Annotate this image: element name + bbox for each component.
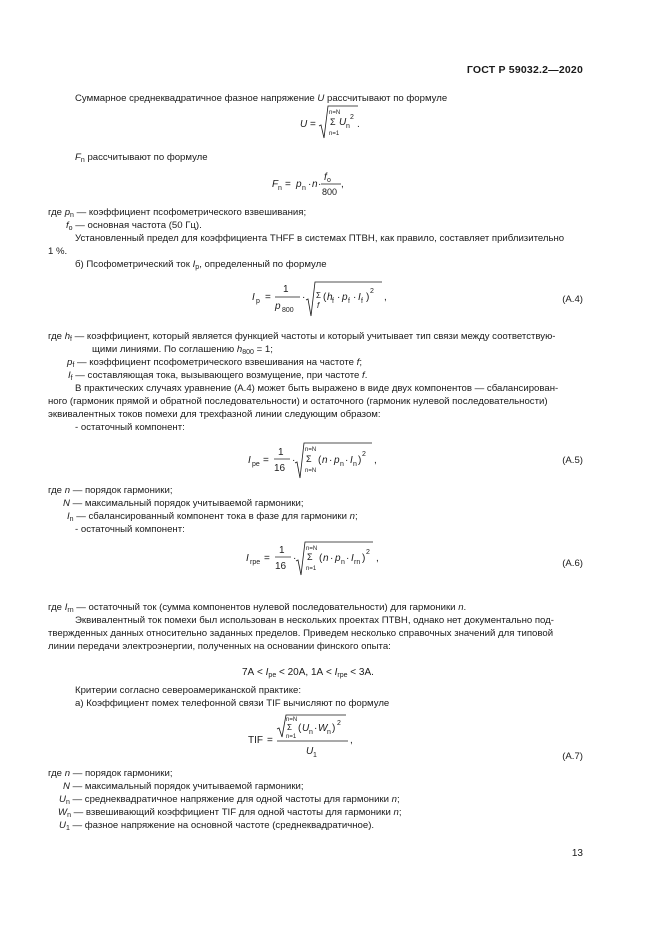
- svg-text:1: 1: [278, 447, 284, 458]
- svg-text:): ): [366, 292, 370, 303]
- svg-text:2: 2: [362, 451, 366, 458]
- definition-in: $I_n$ — сбалансированный компонент тока в фазе для гармоники n;: [67, 511, 358, 523]
- equation-fn: [272, 168, 348, 200]
- svg-text:f: f: [317, 301, 320, 310]
- svg-text:pe: pe: [252, 461, 260, 468]
- svg-text:TIF: TIF: [248, 735, 263, 746]
- paragraph-thff-line2: 1 %.: [48, 246, 68, 257]
- equation-a4: [252, 276, 392, 320]
- paragraph-voltage: Суммарное среднеквадратичное фазное напряжение U рассчитывают по формуле: [75, 93, 448, 104]
- svg-text:Σ: Σ: [306, 454, 312, 464]
- svg-text:n: n: [353, 461, 357, 468]
- list-item-residual-1: - остаточный компонент:: [75, 422, 185, 433]
- svg-text:p: p: [296, 179, 302, 190]
- svg-text:n: n: [312, 179, 318, 190]
- equation-number-a7: (А.7): [562, 751, 583, 762]
- svg-text:2: 2: [350, 114, 354, 121]
- svg-text:=: =: [265, 292, 271, 303]
- svg-text:Σ: Σ: [287, 723, 292, 732]
- svg-text:2: 2: [337, 720, 341, 727]
- paragraph-equivalent-line2: твержденных данных относительно заданных пределов. Приведем несколько справочных значений для типовой: [48, 628, 554, 639]
- svg-text:n: n: [346, 123, 350, 130]
- svg-text:F: F: [272, 179, 279, 190]
- paragraph-practical-line3: эквивалентных токов помехи для трехфазной линии следующим образом:: [48, 409, 381, 420]
- svg-text:U: U: [302, 723, 310, 734]
- definition-N: N — максимальный порядок учитываемой гармоники;: [63, 498, 304, 509]
- item-a: а) Коэффициент помех телефонной связи TIF вычисляют по формуле: [75, 698, 390, 709]
- svg-text:I: I: [252, 292, 255, 303]
- paragraph-practical-line2: ного (гармоник прямой и обратной последовательности) и остаточного (гармоник нулевой последовательности): [48, 396, 548, 407]
- svg-text:n: n: [302, 185, 306, 192]
- svg-text:f: f: [324, 172, 327, 183]
- svg-text:1: 1: [279, 545, 285, 556]
- svg-text:p: p: [256, 298, 260, 305]
- svg-text:n: n: [327, 729, 331, 736]
- definition-N-2: N — максимальный порядок учитываемой гармоники;: [63, 781, 304, 792]
- paragraph-practical-line1: В практических случаях уравнение (А.4) может быть выражено в виде двух компонентов — сбалансирован-: [75, 383, 559, 394]
- svg-text:·: ·: [329, 455, 333, 466]
- definition-wn: $W_n$ — взвешивающий коэффициент TIF для одной частоты для гармоники n;: [58, 807, 402, 819]
- definition-pn: где $p_n$ — коэффициент псофометрического взвешивания;: [48, 207, 307, 219]
- svg-text:·: ·: [292, 455, 296, 466]
- svg-text:n: n: [340, 461, 344, 468]
- definition-pf: $p_f$ — коэффициент псофометрического взвешивания на частоте f;: [67, 357, 362, 369]
- item-b: б) Псофометрический ток $I_p$, определенный по формуле: [75, 259, 327, 271]
- paragraph-thff-line1: Установленный предел для коэффициента THFF в системах ПТВН, как правило, составляет приблизительно: [75, 233, 565, 244]
- equation-number-a5: (А.5): [562, 455, 583, 466]
- svg-text:=: =: [267, 735, 273, 746]
- svg-text:n: n: [278, 185, 282, 192]
- svg-text:,: ,: [376, 553, 379, 564]
- definition-hf-cont: щими линиями. По соглашению $h_{800} = 1$;: [92, 344, 273, 356]
- svg-text:,: ,: [374, 455, 377, 466]
- svg-text:f: f: [348, 298, 350, 305]
- svg-text:(: (: [319, 553, 323, 564]
- svg-text:p: p: [334, 455, 340, 466]
- svg-text:16: 16: [275, 561, 287, 572]
- svg-text:rpe: rpe: [250, 559, 261, 566]
- definition-irn: где $I_{rn}$ — остаточный ток (сумма компонентов нулевой последовательности) для гармоники n.: [48, 602, 467, 614]
- svg-text:2: 2: [366, 549, 370, 556]
- equation-a5: [248, 440, 380, 482]
- svg-text:·: ·: [318, 179, 322, 190]
- svg-text:n: n: [322, 455, 328, 466]
- limits-inequality: $7А < I_{pe} < 20А$, $1А < I_{rpe} < 3А$.: [242, 667, 374, 679]
- definition-n-2: где n — порядок гармоники;: [48, 768, 173, 779]
- svg-text:): ): [358, 455, 362, 466]
- svg-text:1: 1: [283, 284, 289, 295]
- page-number: 13: [571, 848, 583, 859]
- svg-text:·: ·: [353, 292, 357, 303]
- svg-text:I: I: [358, 292, 361, 303]
- svg-text:U: U: [339, 117, 347, 128]
- svg-text:n=N: n=N: [305, 447, 317, 453]
- equation-a6: [246, 540, 382, 580]
- svg-text:rn: rn: [354, 559, 361, 566]
- svg-text:U: U: [300, 119, 308, 130]
- svg-text:,: ,: [350, 735, 353, 746]
- definition-fo: $f_o$ — основная частота (50 Гц).: [66, 220, 202, 232]
- svg-text:p: p: [275, 301, 281, 312]
- svg-text:=: =: [263, 455, 269, 466]
- svg-text:): ): [362, 553, 366, 564]
- definition-u1: $U_1$ — фазное напряжение на основной частоте (среднеквадратичное).: [59, 820, 375, 832]
- definition-n: где n — порядок гармоники;: [48, 485, 173, 496]
- svg-text:n=1: n=1: [306, 566, 317, 572]
- svg-text:f: f: [332, 298, 334, 305]
- svg-text:n=1: n=1: [286, 734, 297, 740]
- definition-un: $U_n$ — среднеквадратичное напряжение для одной частоты для гармоники n;: [59, 794, 400, 806]
- svg-text:·: ·: [337, 292, 341, 303]
- svg-text:I: I: [351, 553, 354, 564]
- paragraph-f: $F_n$ рассчитывают по формуле: [75, 152, 208, 164]
- svg-text:n=N: n=N: [329, 110, 341, 116]
- svg-text:·: ·: [302, 292, 306, 303]
- svg-text:(: (: [323, 292, 327, 303]
- paragraph-equivalent-line3: линии передачи электроэнергии, полученных на основании финского опыта:: [48, 641, 391, 652]
- svg-text:f: f: [361, 298, 363, 305]
- paragraph-criteria: Критерии согласно североамериканской практике:: [75, 685, 302, 696]
- svg-text:Σ: Σ: [307, 552, 313, 562]
- svg-text:p: p: [342, 292, 348, 303]
- svg-text:1: 1: [313, 752, 317, 759]
- svg-text:n: n: [341, 559, 345, 566]
- svg-text:): ): [332, 723, 336, 734]
- svg-text:800: 800: [322, 187, 338, 197]
- svg-text:n=N: n=N: [286, 717, 298, 723]
- svg-text:,: ,: [341, 179, 344, 190]
- svg-text:16: 16: [274, 463, 286, 474]
- svg-text:h: h: [327, 292, 333, 303]
- equation-number-a4: (А.4): [562, 294, 583, 305]
- svg-text:·: ·: [308, 179, 312, 190]
- svg-text:o: o: [327, 177, 331, 184]
- standard-header: ГОСТ Р 59032.2—2020: [466, 64, 583, 76]
- list-item-residual-2: - остаточный компонент:: [75, 524, 185, 535]
- svg-text:=: =: [285, 179, 291, 190]
- svg-text:·: ·: [345, 455, 349, 466]
- definition-hf: где $h_f$ — коэффициент, который является функцией частоты и который учитывает тип связи между соответствую-: [48, 331, 556, 343]
- svg-text:=: =: [310, 119, 316, 130]
- svg-text:(: (: [298, 723, 302, 734]
- svg-text:I: I: [246, 553, 249, 564]
- svg-text:2: 2: [370, 288, 374, 295]
- svg-text:.: .: [357, 119, 360, 130]
- svg-text:800: 800: [282, 307, 294, 314]
- svg-text:Σ: Σ: [330, 117, 336, 127]
- svg-text:(: (: [318, 455, 322, 466]
- svg-text:U: U: [306, 746, 314, 757]
- svg-text:I: I: [350, 455, 353, 466]
- svg-text:n=1: n=1: [329, 131, 340, 137]
- equation-a7: [248, 712, 360, 762]
- definition-if: $I_f$ — составляющая тока, вызывающего возмущение, при частоте f.: [68, 370, 368, 382]
- svg-text:n: n: [323, 553, 329, 564]
- svg-text:·: ·: [330, 553, 334, 564]
- equation-u: [300, 104, 360, 142]
- svg-text:=: =: [264, 553, 270, 564]
- svg-text:·: ·: [346, 553, 350, 564]
- svg-text:n: n: [309, 729, 313, 736]
- svg-text:n=N: n=N: [305, 468, 317, 474]
- svg-text:Σ: Σ: [316, 291, 321, 300]
- svg-text:·: ·: [314, 723, 318, 734]
- svg-text:W: W: [318, 723, 328, 734]
- paragraph-equivalent-line1: Эквивалентный ток помехи был использован в нескольких проектах ПТВН, однако нет документально под-: [75, 615, 554, 626]
- svg-text:·: ·: [293, 553, 297, 564]
- svg-text:p: p: [335, 553, 341, 564]
- svg-text:I: I: [248, 455, 251, 466]
- svg-text:,: ,: [384, 292, 387, 303]
- equation-number-a6: (А.6): [562, 558, 583, 569]
- svg-text:n=N: n=N: [306, 546, 318, 552]
